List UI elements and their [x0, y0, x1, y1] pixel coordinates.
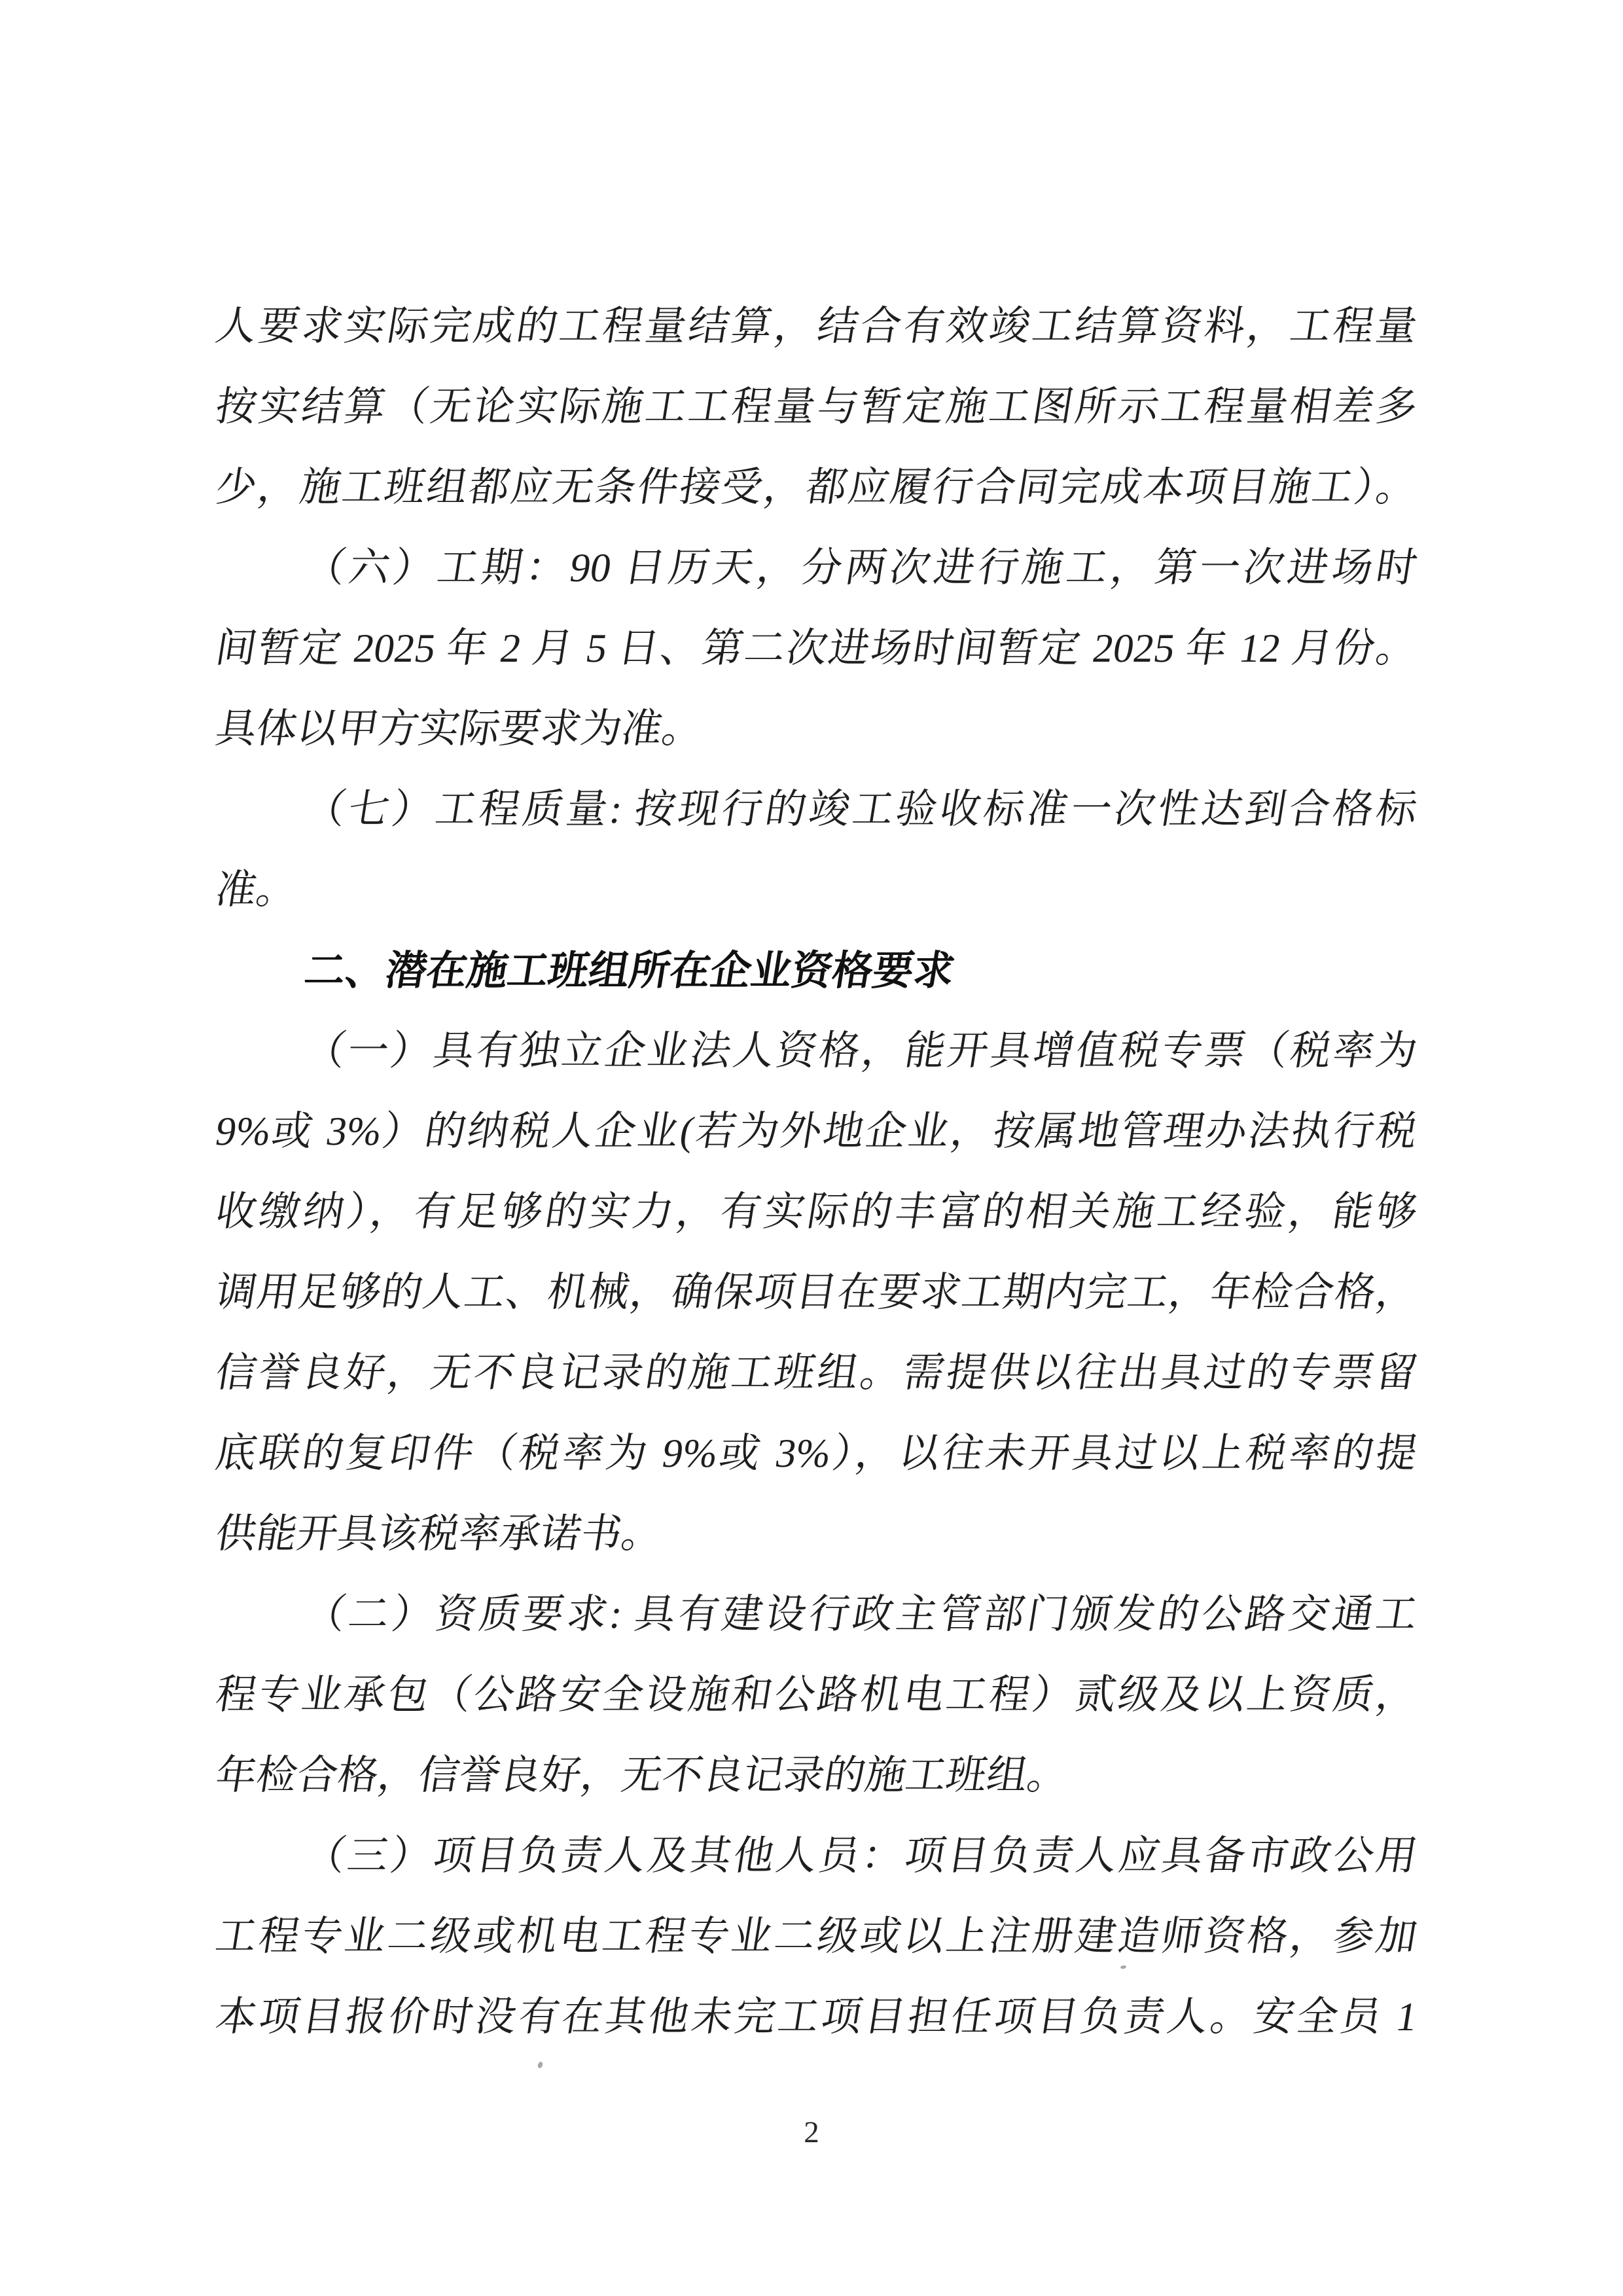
- text-line: 底联的复印件（税率为 9%或 3%），以往未开具过以上税率的提: [212, 1431, 1421, 1476]
- page-number: 2: [804, 2115, 819, 2149]
- text-line: 本项目报价时没有在其他未完工项目担任项目负责人。安全员 1: [212, 1995, 1421, 2039]
- text-line: 调用足够的人工、机械，确保项目在要求工期内完工，年检合格，: [212, 1270, 1421, 1315]
- scan-speck: [537, 2061, 544, 2069]
- text-line: 间暂定 2025 年 2 月 5 日、第二次进场时间暂定 2025 年 12 月份。: [212, 626, 1421, 671]
- text-line: 程专业承包（公路安全设施和公路机电工程）贰级及以上资质，: [212, 1673, 1421, 1717]
- text-line: （六）工期：90 日历天，分两次进行施工，第一次进场时: [301, 546, 1421, 590]
- text-line: 供能开具该税率承诺书。: [212, 1512, 666, 1556]
- section-heading: 二、潜在施工班组所在企业资格要求: [301, 948, 958, 994]
- text-line: （三）项目负责人及其他人员：项目负责人应具备市政公用: [301, 1834, 1421, 1878]
- text-line: 少，施工班组都应无条件接受，都应履行合同完成本项目施工）。: [212, 465, 1421, 510]
- text-line: 人要求实际完成的工程量结算，结合有效竣工结算资料，工程量: [212, 304, 1421, 349]
- text-line: 年检合格，信誉良好，无不良记录的施工班组。: [212, 1753, 1072, 1798]
- text-line: （一）具有独立企业法人资格，能开具增值税专票（税率为: [301, 1029, 1421, 1073]
- text-line: 信誉良好，无不良记录的施工班组。需提供以往出具过的专票留: [212, 1351, 1421, 1395]
- text-line: 9%或 3%）的纳税人企业(若为外地企业，按属地管理办法执行税: [212, 1109, 1421, 1154]
- text-line: （二）资质要求: 具有建设行政主管部门颁发的公路交通工: [301, 1592, 1421, 1637]
- text-line: 按实结算（无论实际施工工程量与暂定施工图所示工程量相差多: [212, 385, 1421, 429]
- text-line: 具体以甲方实际要求为准。: [212, 707, 707, 751]
- document-body: [212, 287, 1421, 2058]
- text-line: 准。: [212, 868, 301, 912]
- text-line: 工程专业二级或机电工程专业二级或以上注册建造师资格，参加: [212, 1914, 1421, 1959]
- text-line: 收缴纳），有足够的实力，有实际的丰富的相关施工经验，能够: [212, 1190, 1421, 1234]
- text-line: （七）工程质量: 按现行的竣工验收标准一次性达到合格标: [301, 787, 1421, 832]
